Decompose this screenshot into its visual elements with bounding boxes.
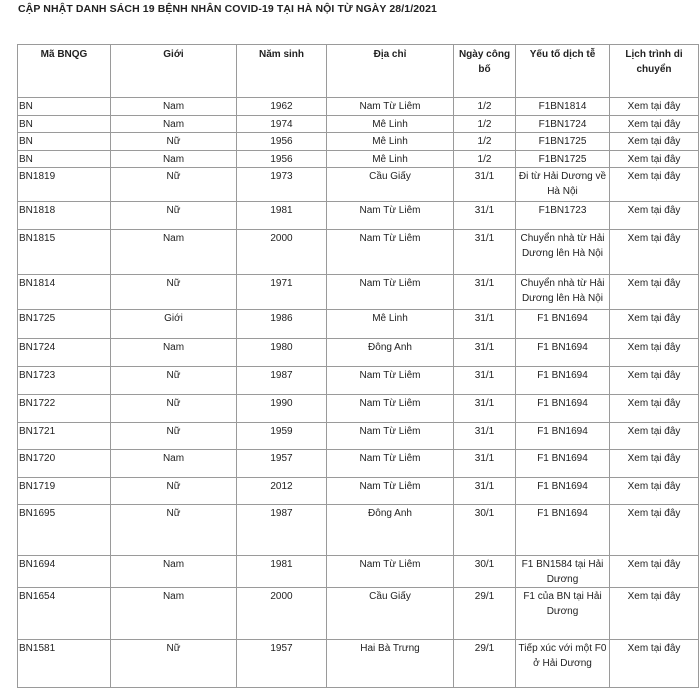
- cell-nam-sinh: 1987: [237, 505, 327, 556]
- cell-dia-chi: Hai Bà Trưng: [327, 640, 454, 688]
- table-row: [18, 133, 699, 151]
- cell-ma-bnqg: BN: [18, 151, 111, 168]
- cell-ma-bnqg: BN1819: [18, 168, 111, 202]
- cell-lich-trinh-link[interactable]: Xem tại đây: [610, 275, 699, 310]
- header-row: [18, 45, 699, 98]
- cell-lich-trinh-link[interactable]: Xem tại đây: [610, 478, 699, 505]
- cell-gioi: Nam: [111, 151, 237, 168]
- table-row: [18, 423, 699, 450]
- cell-yeu-to-dich-te: Chuyển nhà từ Hải Dương lên Hà Nội: [516, 230, 610, 275]
- cell-ma-bnqg: BN1654: [18, 588, 111, 640]
- cell-nam-sinh: 1981: [237, 556, 327, 588]
- cell-dia-chi: Nam Từ Liêm: [327, 423, 454, 450]
- cell-gioi: Nam: [111, 116, 237, 133]
- cell-lich-trinh-link[interactable]: Xem tại đây: [610, 133, 699, 151]
- cell-yeu-to-dich-te: F1BN1814: [516, 98, 610, 116]
- cell-nam-sinh: 2000: [237, 230, 327, 275]
- cell-lich-trinh-link[interactable]: Xem tại đây: [610, 395, 699, 423]
- cell-nam-sinh: 1957: [237, 450, 327, 478]
- table-row: [18, 450, 699, 478]
- cell-ma-bnqg: BN1719: [18, 478, 111, 505]
- cell-lich-trinh-link[interactable]: Xem tại đây: [610, 505, 699, 556]
- patients-table: [17, 44, 699, 688]
- cell-gioi: Nữ: [111, 367, 237, 395]
- cell-lich-trinh-link[interactable]: Xem tại đây: [610, 168, 699, 202]
- table-row: [18, 640, 699, 688]
- cell-gioi: Nữ: [111, 395, 237, 423]
- cell-nam-sinh: 1986: [237, 310, 327, 339]
- cell-dia-chi: Nam Từ Liêm: [327, 367, 454, 395]
- cell-yeu-to-dich-te: F1BN1723: [516, 202, 610, 230]
- cell-ma-bnqg: BN1581: [18, 640, 111, 688]
- cell-ngay-cong-bo: 31/1: [454, 168, 516, 202]
- cell-ma-bnqg: BN1694: [18, 556, 111, 588]
- cell-lich-trinh-link[interactable]: Xem tại đây: [610, 588, 699, 640]
- cell-yeu-to-dich-te: Đi từ Hải Dương về Hà Nội: [516, 168, 610, 202]
- cell-ngay-cong-bo: 31/1: [454, 202, 516, 230]
- cell-gioi: Nữ: [111, 640, 237, 688]
- cell-yeu-to-dich-te: F1 BN1694: [516, 505, 610, 556]
- cell-ngay-cong-bo: 31/1: [454, 450, 516, 478]
- cell-gioi: Nam: [111, 450, 237, 478]
- cell-nam-sinh: 1959: [237, 423, 327, 450]
- table-row: [18, 116, 699, 133]
- cell-gioi: Nữ: [111, 202, 237, 230]
- cell-ma-bnqg: BN: [18, 116, 111, 133]
- cell-nam-sinh: 1956: [237, 151, 327, 168]
- cell-nam-sinh: 1974: [237, 116, 327, 133]
- cell-dia-chi: Mê Linh: [327, 151, 454, 168]
- cell-lich-trinh-link[interactable]: Xem tại đây: [610, 151, 699, 168]
- cell-lich-trinh-link[interactable]: Xem tại đây: [610, 450, 699, 478]
- cell-yeu-to-dich-te: Tiếp xúc với một F0 ở Hải Dương: [516, 640, 610, 688]
- cell-ma-bnqg: BN1695: [18, 505, 111, 556]
- cell-gioi: Nam: [111, 230, 237, 275]
- table-row: [18, 367, 699, 395]
- cell-ngay-cong-bo: 1/2: [454, 151, 516, 168]
- cell-lich-trinh-link[interactable]: Xem tại đây: [610, 367, 699, 395]
- cell-nam-sinh: 2000: [237, 588, 327, 640]
- cell-dia-chi: Nam Từ Liêm: [327, 230, 454, 275]
- cell-lich-trinh-link[interactable]: Xem tại đây: [610, 339, 699, 367]
- cell-ngay-cong-bo: 1/2: [454, 133, 516, 151]
- cell-yeu-to-dich-te: F1 BN1694: [516, 450, 610, 478]
- cell-ma-bnqg: BN1722: [18, 395, 111, 423]
- cell-yeu-to-dich-te: F1BN1725: [516, 151, 610, 168]
- cell-ngay-cong-bo: 31/1: [454, 275, 516, 310]
- cell-yeu-to-dich-te: F1 BN1694: [516, 423, 610, 450]
- cell-ma-bnqg: BN1720: [18, 450, 111, 478]
- cell-gioi: Nữ: [111, 168, 237, 202]
- cell-yeu-to-dich-te: F1 BN1694: [516, 310, 610, 339]
- page-title: CẬP NHẬT DANH SÁCH 19 BỆNH NHÂN COVID-19 TẠI HÀ NỘI TỪ NGÀY 28/1/2021: [18, 3, 437, 15]
- cell-yeu-to-dich-te: F1 BN1694: [516, 367, 610, 395]
- cell-dia-chi: Nam Từ Liêm: [327, 556, 454, 588]
- cell-nam-sinh: 1980: [237, 339, 327, 367]
- cell-dia-chi: Nam Từ Liêm: [327, 450, 454, 478]
- cell-dia-chi: Đông Anh: [327, 339, 454, 367]
- cell-dia-chi: Nam Từ Liêm: [327, 202, 454, 230]
- cell-dia-chi: Đông Anh: [327, 505, 454, 556]
- cell-gioi: Nữ: [111, 275, 237, 310]
- table-row: [18, 588, 699, 640]
- cell-nam-sinh: 1957: [237, 640, 327, 688]
- cell-ngay-cong-bo: 30/1: [454, 556, 516, 588]
- cell-dia-chi: Cầu Giấy: [327, 168, 454, 202]
- table-row: [18, 505, 699, 556]
- table-row: [18, 168, 699, 202]
- cell-ngay-cong-bo: 29/1: [454, 640, 516, 688]
- cell-yeu-to-dich-te: F1 BN1584 tại Hải Dương: [516, 556, 610, 588]
- cell-ma-bnqg: BN1723: [18, 367, 111, 395]
- cell-gioi: Nữ: [111, 133, 237, 151]
- cell-dia-chi: Mê Linh: [327, 133, 454, 151]
- table-row: [18, 310, 699, 339]
- col-header-gioi: Giới: [111, 45, 237, 98]
- cell-dia-chi: Nam Từ Liêm: [327, 98, 454, 116]
- cell-lich-trinh-link[interactable]: Xem tại đây: [610, 423, 699, 450]
- cell-ma-bnqg: BN1724: [18, 339, 111, 367]
- table-row: [18, 275, 699, 310]
- col-header-ngay-cong-bo: Ngày công bố: [454, 45, 516, 98]
- cell-dia-chi: Nam Từ Liêm: [327, 478, 454, 505]
- cell-gioi: Nam: [111, 98, 237, 116]
- cell-nam-sinh: 1973: [237, 168, 327, 202]
- table-row: [18, 339, 699, 367]
- cell-lich-trinh-link[interactable]: Xem tại đây: [610, 640, 699, 688]
- cell-ma-bnqg: BN1815: [18, 230, 111, 275]
- cell-nam-sinh: 1962: [237, 98, 327, 116]
- cell-dia-chi: Nam Từ Liêm: [327, 395, 454, 423]
- cell-dia-chi: Nam Từ Liêm: [327, 275, 454, 310]
- cell-nam-sinh: 1971: [237, 275, 327, 310]
- cell-yeu-to-dich-te: Chuyển nhà từ Hải Dương lên Hà Nội: [516, 275, 610, 310]
- cell-gioi: Nam: [111, 588, 237, 640]
- cell-nam-sinh: 1987: [237, 367, 327, 395]
- table-row: [18, 151, 699, 168]
- cell-gioi: Nữ: [111, 423, 237, 450]
- cell-ma-bnqg: BN: [18, 98, 111, 116]
- cell-lich-trinh-link[interactable]: Xem tại đây: [610, 202, 699, 230]
- cell-ngay-cong-bo: 31/1: [454, 395, 516, 423]
- cell-lich-trinh-link[interactable]: Xem tại đây: [610, 116, 699, 133]
- cell-ngay-cong-bo: 31/1: [454, 310, 516, 339]
- cell-gioi: Giới: [111, 310, 237, 339]
- cell-lich-trinh-link[interactable]: Xem tại đây: [610, 556, 699, 588]
- table-row: [18, 98, 699, 116]
- cell-ngay-cong-bo: 1/2: [454, 116, 516, 133]
- cell-nam-sinh: 1990: [237, 395, 327, 423]
- cell-gioi: Nữ: [111, 505, 237, 556]
- col-header-dia-chi: Địa chỉ: [327, 45, 454, 98]
- cell-ma-bnqg: BN1725: [18, 310, 111, 339]
- cell-ngay-cong-bo: 30/1: [454, 505, 516, 556]
- cell-ma-bnqg: BN1818: [18, 202, 111, 230]
- col-header-yeu-to-dich-te: Yếu tố dịch tễ: [516, 45, 610, 98]
- cell-ngay-cong-bo: 31/1: [454, 230, 516, 275]
- cell-nam-sinh: 2012: [237, 478, 327, 505]
- cell-dia-chi: Mê Linh: [327, 116, 454, 133]
- col-header-lich-trinh: Lịch trình di chuyển: [610, 45, 699, 98]
- table-row: [18, 556, 699, 588]
- cell-ngay-cong-bo: 31/1: [454, 478, 516, 505]
- cell-lich-trinh-link[interactable]: Xem tại đây: [610, 98, 699, 116]
- cell-gioi: Nam: [111, 339, 237, 367]
- cell-nam-sinh: 1956: [237, 133, 327, 151]
- cell-ngay-cong-bo: 29/1: [454, 588, 516, 640]
- col-header-ma-bnqg: Mã BNQG: [18, 45, 111, 98]
- cell-ma-bnqg: BN1814: [18, 275, 111, 310]
- cell-gioi: Nữ: [111, 478, 237, 505]
- cell-yeu-to-dich-te: F1BN1725: [516, 133, 610, 151]
- cell-ngay-cong-bo: 1/2: [454, 98, 516, 116]
- cell-yeu-to-dich-te: F1 BN1694: [516, 478, 610, 505]
- table-row: [18, 202, 699, 230]
- cell-nam-sinh: 1981: [237, 202, 327, 230]
- cell-ngay-cong-bo: 31/1: [454, 423, 516, 450]
- table-row: [18, 230, 699, 275]
- cell-ngay-cong-bo: 31/1: [454, 339, 516, 367]
- cell-dia-chi: Cầu Giấy: [327, 588, 454, 640]
- cell-ma-bnqg: BN1721: [18, 423, 111, 450]
- cell-gioi: Nam: [111, 556, 237, 588]
- cell-lich-trinh-link[interactable]: Xem tại đây: [610, 310, 699, 339]
- col-header-nam-sinh: Năm sinh: [237, 45, 327, 98]
- cell-yeu-to-dich-te: F1 của BN tại Hải Dương: [516, 588, 610, 640]
- cell-yeu-to-dich-te: F1 BN1694: [516, 339, 610, 367]
- cell-ngay-cong-bo: 31/1: [454, 367, 516, 395]
- table-row: [18, 478, 699, 505]
- cell-lich-trinh-link[interactable]: Xem tại đây: [610, 230, 699, 275]
- table-row: [18, 395, 699, 423]
- cell-yeu-to-dich-te: F1 BN1694: [516, 395, 610, 423]
- cell-ma-bnqg: BN: [18, 133, 111, 151]
- cell-yeu-to-dich-te: F1BN1724: [516, 116, 610, 133]
- cell-dia-chi: Mê Linh: [327, 310, 454, 339]
